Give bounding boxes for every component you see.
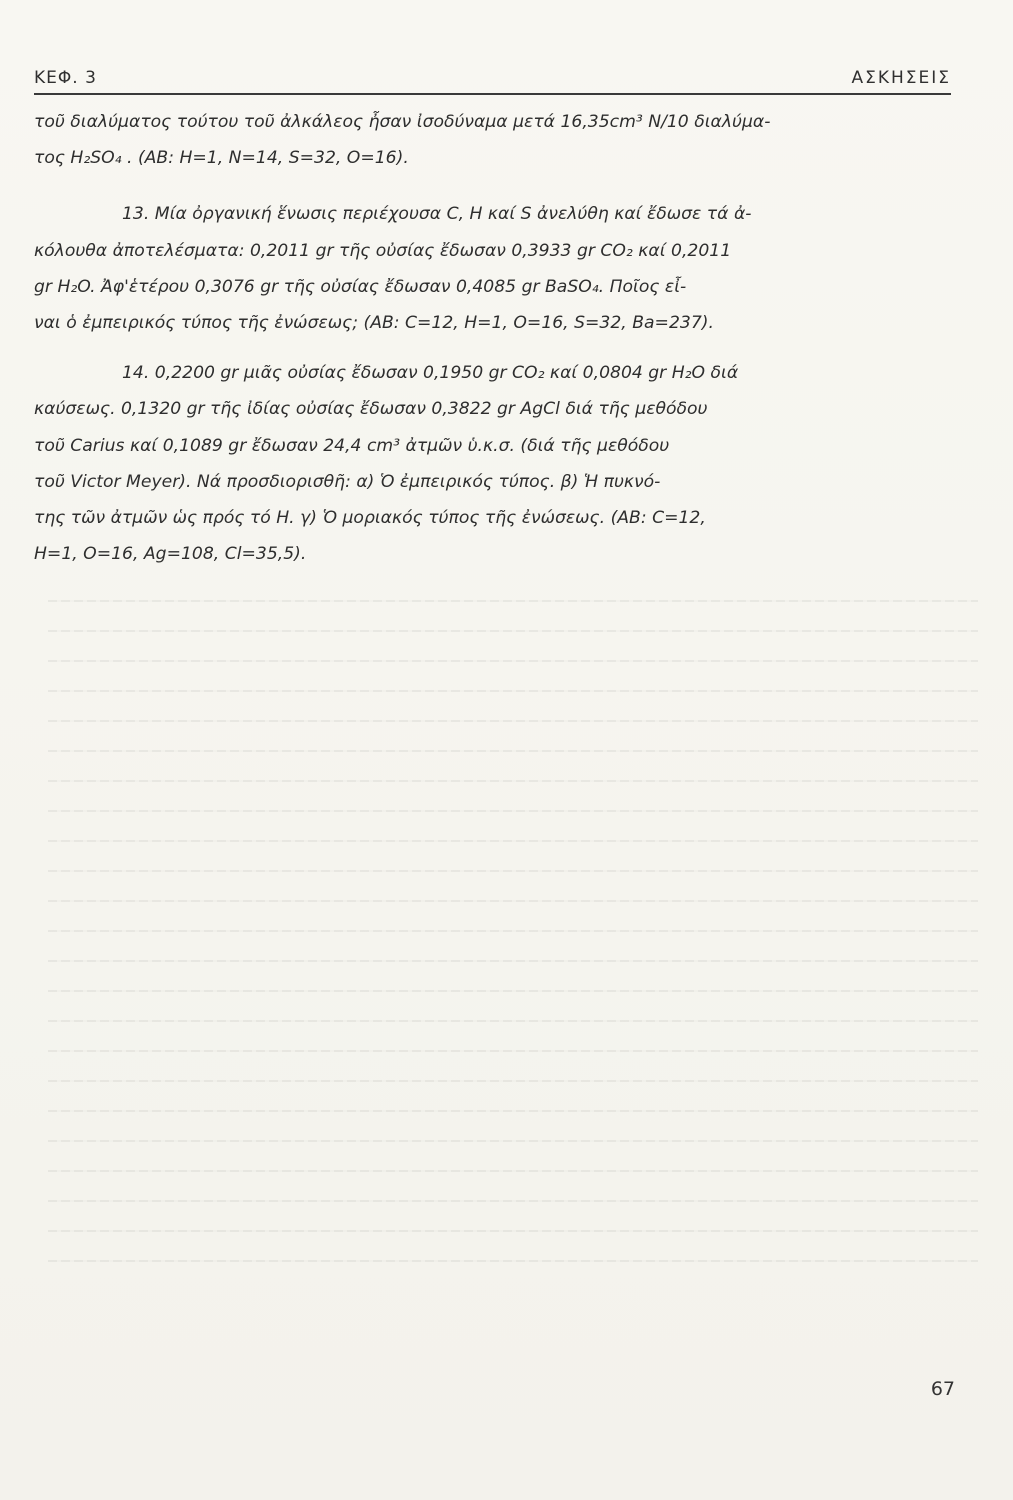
page-number: 67 (930, 1378, 955, 1400)
exercise-14-line: 14. 0,2200 gr μιᾶς οὐσίας ἔδωσαν 0,1950 gr CO₂ καί 0,0804 gr H₂O διά (122, 363, 739, 384)
text-line: κόλουθα ἀποτελέσματα: 0,2011 gr τῆς οὐσίας ἔδωσαν 0,3933 gr CO₂ καί 0,2011 (34, 240, 732, 261)
page-header (34, 62, 951, 96)
bleed-through-texture (48, 600, 978, 1320)
section-title: ΑΣΚΗΣΕΙΣ (851, 68, 951, 88)
chapter-label: ΚΕΦ. 3 (34, 68, 97, 88)
text-line: τος H₂SO₄ . (ΑΒ: Η=1, Ν=14, S=32, Ο=16). (34, 148, 409, 169)
text-line: καύσεως. 0,1320 gr τῆς ἰδίας οὐσίας ἔδωσαν 0,3822 gr AgCl διά τῆς μεθόδου (34, 399, 708, 420)
text-line: ναι ὁ ἐμπειρικός τύπος τῆς ἐνώσεως; (ΑΒ: C=12, Η=1, Ο=16, S=32, Ba=237). (34, 313, 714, 334)
text-line: της τῶν ἀτμῶν ὡς πρός τό Η. γ) Ὁ μοριακός τύπος τῆς ἐνώσεως. (ΑΒ: C=12, (34, 508, 706, 529)
text-line: gr H₂O. Ἀφ'ἑτέρου 0,3076 gr τῆς οὐσίας ἔδωσαν 0,4085 gr BaSO₄. Ποῖος εἶ- (34, 276, 687, 297)
exercise-text (34, 104, 959, 572)
text-line: τοῦ διαλύματος τούτου τοῦ ἀλκάλεος ἦσαν ἰσοδύναμα μετά 16,35cm³ Ν/10 διαλύμα- (34, 112, 771, 132)
header-divider (34, 93, 951, 95)
text-line: Η=1, Ο=16, Ag=108, Cl=35,5). (34, 544, 307, 565)
text-line: τοῦ Carius καί 0,1089 gr ἔδωσαν 24,4 cm³ ἀτμῶν ὑ.κ.σ. (διά τῆς μεθόδου (34, 435, 670, 456)
text-line: τοῦ Victor Meyer). Νά προσδιορισθῆ: α) Ὁ ἐμπειρικός τύπος. β) Ἡ πυκνό- (34, 471, 661, 492)
exercise-13-line: 13. Μία ὀργανική ἕνωσις περιέχουσα C, Η καί S ἀνελύθη καί ἔδωσε τά ἀ- (122, 204, 752, 225)
